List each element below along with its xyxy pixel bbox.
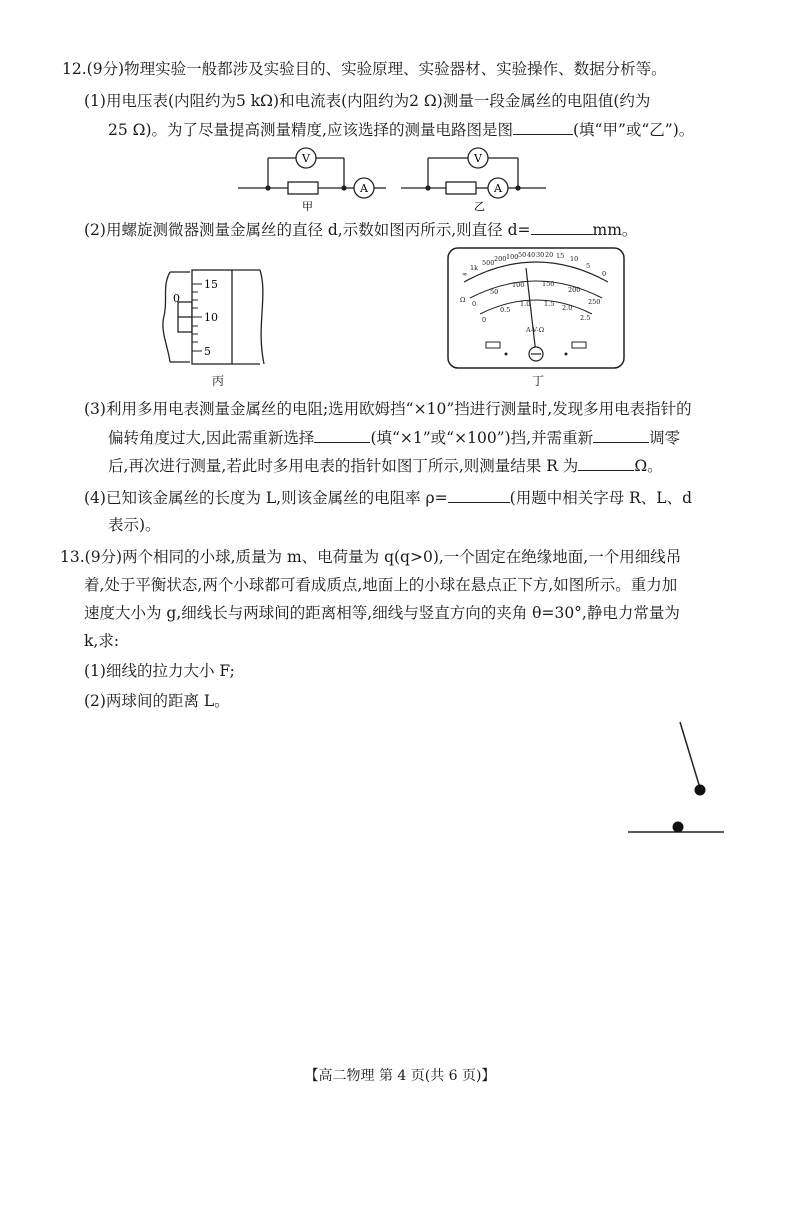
q13-line3: 速度大小为 g,细线长与两球间的距离相等,细线与竖直方向的夹角 θ=30°,静电力常量为: [84, 604, 680, 622]
ac-scale-2-5: 2.5: [580, 314, 591, 322]
micrometer-figure: [160, 266, 270, 368]
ohm-scale-10: 10: [570, 255, 579, 263]
q12-part4-line2: 表示)。: [108, 516, 161, 534]
voltmeter-label-jia: V: [302, 152, 310, 165]
multimeter-center-text: A-V-Ω: [526, 326, 545, 334]
q12-part1-line1: (1)用电压表(内阻约为5 kΩ)和电流表(内阻约为2 Ω)测量一段金属丝的电阻值(约为: [84, 92, 651, 110]
micrometer-mark-0: 0: [173, 292, 180, 305]
page-footer: 【高二物理 第 4 页(共 6 页)】: [304, 1068, 496, 1084]
answer-blank-diameter[interactable]: [531, 218, 593, 235]
answer-blank-zero[interactable]: [593, 426, 649, 443]
q12-part3-line2: [108, 426, 680, 449]
dc-scale-200: 200: [568, 286, 581, 294]
q12-part3-line3-text: 后,再次进行测量,若此时多用电表的指针如图丁所示,则测量结果 R 为: [108, 457, 579, 475]
ohm-scale-15: 15: [556, 252, 565, 260]
ohm-scale-200: 200: [494, 255, 507, 263]
hanging-ball: [695, 785, 706, 796]
ohm-scale-inf: ∞: [462, 270, 468, 278]
q12-part4-hint: (用题中相关字母 R、L、d: [509, 489, 693, 507]
q13-line4: k,求:: [84, 632, 120, 650]
dc-scale-0: 0: [472, 300, 477, 308]
thread: [680, 722, 700, 788]
ammeter-label-jia: A: [360, 182, 368, 195]
dc-scale-250: 250: [588, 298, 601, 306]
ohm-scale-20: 20: [545, 251, 554, 259]
q12-part2: [84, 218, 637, 241]
ohm-scale-5: 5: [586, 262, 591, 270]
q12-part3-line2-text: 偏转角度过大,因此需重新选择: [108, 429, 315, 447]
q12-part2-text: (2)用螺旋测微器测量金属丝的直径 d,示数如图丙所示,则直径 d=: [84, 221, 531, 239]
q12-part3-line1: (3)利用多用电表测量金属丝的电阻;选用欧姆挡“×10”挡进行测量时,发现多用电表指针的: [84, 400, 692, 418]
micrometer-mark-5: 5: [204, 345, 211, 358]
ground-ball: [673, 822, 684, 833]
answer-blank-resistivity[interactable]: [448, 486, 510, 503]
ohm-scale-500: 500: [482, 259, 495, 267]
ohm-scale-40: 40: [527, 251, 536, 259]
dc-scale-100: 100: [512, 281, 525, 289]
ohm-scale-100: 100: [506, 253, 519, 261]
q13-sub2: (2)两球间的距离 L。: [84, 692, 230, 710]
label-ding: 丁: [532, 374, 545, 388]
ac-scale-1-0: 1.0: [520, 300, 531, 308]
q13-sub1: (1)细线的拉力大小 F;: [84, 662, 235, 680]
ac-scale-2-0: 2.0: [562, 304, 573, 312]
charged-balls-figure: [620, 716, 730, 840]
dc-scale-50: 50: [490, 288, 499, 296]
circuit-diagrams: [236, 146, 566, 216]
q12-part3-line3-unit: Ω。: [634, 457, 663, 475]
q13-line1: 13.(9分)两个相同的小球,质量为 m、电荷量为 q(q>0),一个固定在绝缘地面,一个用细线吊: [60, 548, 682, 566]
label-bing: 丙: [212, 374, 225, 388]
micrometer-mark-10: 10: [204, 311, 218, 324]
answer-blank-range[interactable]: [314, 426, 370, 443]
ohm-scale-0: 0: [602, 270, 607, 278]
ac-scale-1-5: 1.5: [544, 300, 555, 308]
ac-scale-0: 0: [482, 316, 487, 324]
q12-part2-unit: mm。: [592, 221, 638, 239]
ac-scale-0-5: 0.5: [500, 306, 511, 314]
q12-part4-line1: [84, 486, 692, 509]
dc-scale-150: 150: [542, 280, 555, 288]
ohm-scale-50: 50: [518, 251, 527, 259]
answer-blank-circuit[interactable]: [513, 118, 573, 135]
q12-part1-line2-text: 25 Ω)。为了尽量提高测量精度,应该选择的测量电路图是图: [108, 121, 513, 139]
micrometer-mark-15: 15: [204, 278, 218, 291]
q12-part1-line2-end: (填“甲”或“乙”)。: [572, 121, 695, 139]
q12-part4-text: (4)已知该金属丝的长度为 L,则该金属丝的电阻率 ρ=: [84, 489, 448, 507]
ohm-scale-30: 30: [536, 251, 545, 259]
label-jia: 甲: [302, 200, 313, 213]
ohm-scale-1k: 1k: [470, 264, 479, 272]
q13-line2: 着,处于平衡状态,两个小球都可看成质点,地面上的小球在悬点正下方,如图所示。重力加: [84, 576, 678, 594]
q12-part3-line3: [108, 454, 663, 477]
voltmeter-label-yi: V: [474, 152, 482, 165]
q12-part3-line2-end: 调零: [649, 429, 681, 447]
q12-part1-line2: [108, 118, 694, 141]
q12-header: 12.(9分)物理实验一般都涉及实验目的、实验原理、实验器材、实验操作、数据分析等。: [62, 60, 667, 78]
multimeter-figure: [446, 246, 626, 370]
label-yi: 乙: [474, 200, 485, 213]
ohm-side-symbol: Ω: [460, 296, 466, 304]
answer-blank-resistance[interactable]: [578, 454, 634, 471]
q12-part3-line2-mid: (填“×1”或“×100”)挡,并需重新: [370, 429, 594, 447]
ammeter-label-yi: A: [494, 182, 502, 195]
